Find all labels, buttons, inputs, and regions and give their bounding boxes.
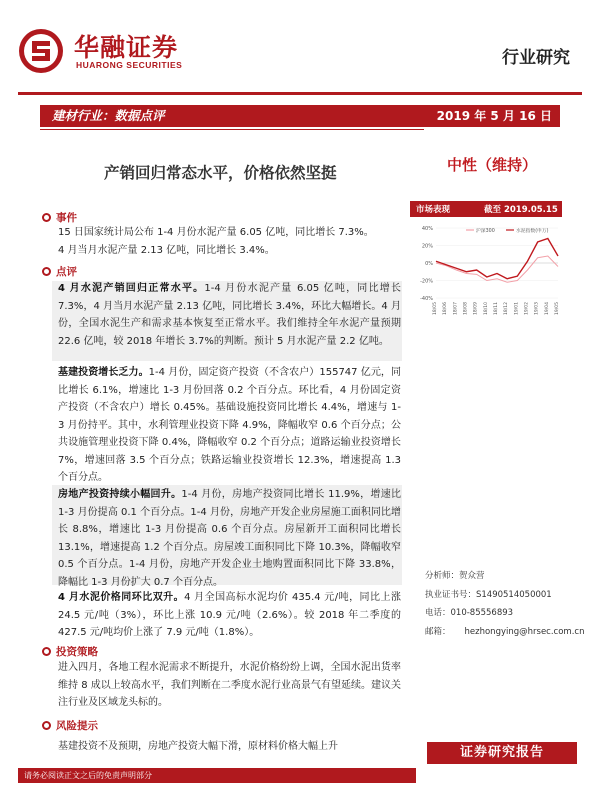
sector-label: 建材行业：数据点评 (40, 105, 424, 127)
report-date: 2019 年 5 月 16 日 (424, 105, 560, 127)
section-bullet-icon (42, 721, 51, 730)
x-tick-label: 19/01 (514, 302, 520, 315)
section-heading-risk: 风险提示 (42, 718, 98, 733)
comment-paragraph-1: 4 月水泥产销回归正常水平。1-4 月份水泥产量 6.05 亿吨，同比增长 7.3%，4 月当月水泥产量 2.13 亿吨，同比增长 3.4%，环比大幅增长。4 月份，全国水泥生产和需求基本恢复至正常水平。我们维持全年水泥产量预期 22.6 亿吨，较 2018 年增长 3.7%的判断。预计 5 月水泥产量 2.2 亿吨。 (58, 283, 401, 347)
section-bullet-icon (42, 213, 51, 222)
x-tick-label: 18/11 (494, 302, 499, 315)
header-divider (18, 92, 582, 95)
event-line-2: 4 月当月水泥产量 2.13 亿吨，同比增长 3.4%。 (58, 244, 275, 256)
section-bullet-icon (42, 267, 51, 276)
section-heading-event: 事件 (42, 210, 77, 225)
legend-label: 沪深300 (476, 229, 495, 234)
y-tick-label: 0% (425, 261, 433, 267)
sector-underline (40, 129, 424, 130)
section-heading-comment: 点评 (42, 264, 77, 279)
x-tick-label: 18/05 (433, 302, 438, 315)
market-date: 截至 2019.05.15 (484, 205, 558, 215)
x-tick-label: 18/12 (504, 302, 510, 315)
strategy-text: 进入四月，各地工程水泥需求不断提升，水泥价格纷纷上调，全国水泥出货率维持 8 成以上较高水平，我们判断在二季度水泥行业高景气有望延续。建议关注行业及区域龙头标的。 (58, 662, 401, 708)
x-tick-label: 19/02 (524, 302, 530, 315)
analyst-name: 分析师：贺众营 (425, 571, 485, 581)
risk-text: 基建投资不及预期，房地产投资大幅下滑，原材料价格大幅上升 (58, 741, 338, 752)
analyst-license: 执业证书号：S1490514050001 (425, 589, 552, 600)
huarong-logo-icon (18, 28, 64, 74)
logo-english-name: HUARONG SECURITIES (76, 60, 183, 70)
y-tick-label: -40% (420, 296, 433, 302)
analyst-info (425, 567, 584, 641)
footer-disclaimer: 请务必阅读正文之后的免责声明部分 (18, 768, 416, 783)
market-performance-bar (410, 201, 562, 217)
x-tick-label: 19/04 (544, 302, 550, 315)
footer-report-type: 证券研究报告 (427, 742, 577, 764)
analyst-email: 邮箱： hezhongying@hrsec.com.cn (425, 626, 585, 637)
y-tick-label: -20% (420, 278, 433, 285)
y-tick-label: 40% (421, 226, 433, 232)
x-tick-label: 18/07 (453, 302, 459, 315)
logo-chinese-name: 华融证券 (74, 33, 179, 62)
rating-badge: 中性（维持） (447, 156, 538, 174)
x-tick-label: 19/05 (555, 302, 560, 315)
event-line-1: 15 日国家统计局公布 1-4 月份水泥产量 6.05 亿吨，同比增长 7.3%。 (58, 227, 374, 238)
section-bullet-icon (42, 647, 51, 656)
comment-paragraph-3: 房地产投资持续小幅回升。1-4 月份，房地产投资同比增长 11.9%，增速比 1-3 月份提高 0.1 个百分点。1-4 月份，房地产开发企业房屋施工面积同比增长 8.8%，增速比 1-3 月份提高 0.6 个百分点。房屋新开工面积同比增长 13.1%，增速提高 1.2 个百分点。房屋竣工面积同比下降 10.3%，降幅收窄 0.5 个百分点。1-4 月份，房地产开发企业土地购置面积同比下降 33.8%，降幅比 1-3 月份扩大 0.7 个百分点。 (58, 489, 401, 588)
x-tick-label: 19/03 (534, 302, 540, 315)
analyst-phone: 电话：010-85556893 (425, 608, 514, 618)
series-line-hs300 (436, 256, 558, 282)
x-tick-label: 18/08 (463, 302, 469, 315)
x-tick-label: 18/06 (443, 302, 449, 315)
x-tick-label: 18/10 (483, 302, 489, 315)
comment-paragraph-2: 基建投资增长乏力。1-4 月份，固定资产投资（不含农户）155747 亿元，同比增长 6.1%，增速比 1-3 月份回落 0.2 个百分点。环比看，4 月份固定资产投资（不含农户）增长 0.45%。基础设施投资同比增长 4.4%，增速与 1-3 月份持平。其中，水利管理业投资下降 4.9%，降幅收窄 0.6 个百分点；公共设施管理业投资下降 0.4%，降幅收窄 0.2 个百分点；道路运输业投资增长 7%，增速回落 3.5 个百分点；铁路运输业投资增长 12.3%，增速提高 1.3 个百分点。 (58, 367, 402, 483)
event-text (58, 224, 401, 259)
report-title: 产销回归常态水平，价格依然坚挺 (104, 164, 337, 182)
section-heading-strategy: 投资策略 (42, 644, 98, 659)
market-performance-chart (410, 220, 562, 330)
x-tick-label: 18/09 (473, 302, 479, 315)
y-tick-label: 20% (421, 243, 433, 250)
sector-bar (40, 105, 560, 127)
series-line-cement (436, 239, 558, 279)
legend-label: 水泥指数(申万) (516, 229, 549, 234)
market-label: 市场表现 (416, 205, 451, 215)
comment-paragraph-4: 4 月水泥价格同环比双升。4 月全国高标水泥均价 435.4 元/吨，同比上涨 24.5 元/吨（3%），环比上涨 10.9 元/吨（2.6%）。较 2018 年二季度的 427.5 元/吨均价上涨了 7.9 元/吨（1.8%）。 (58, 592, 401, 638)
company-logo (18, 22, 248, 80)
report-category: 行业研究 (502, 48, 570, 68)
email-link[interactable]: hezhongying@hrsec.com.cn (464, 626, 585, 637)
